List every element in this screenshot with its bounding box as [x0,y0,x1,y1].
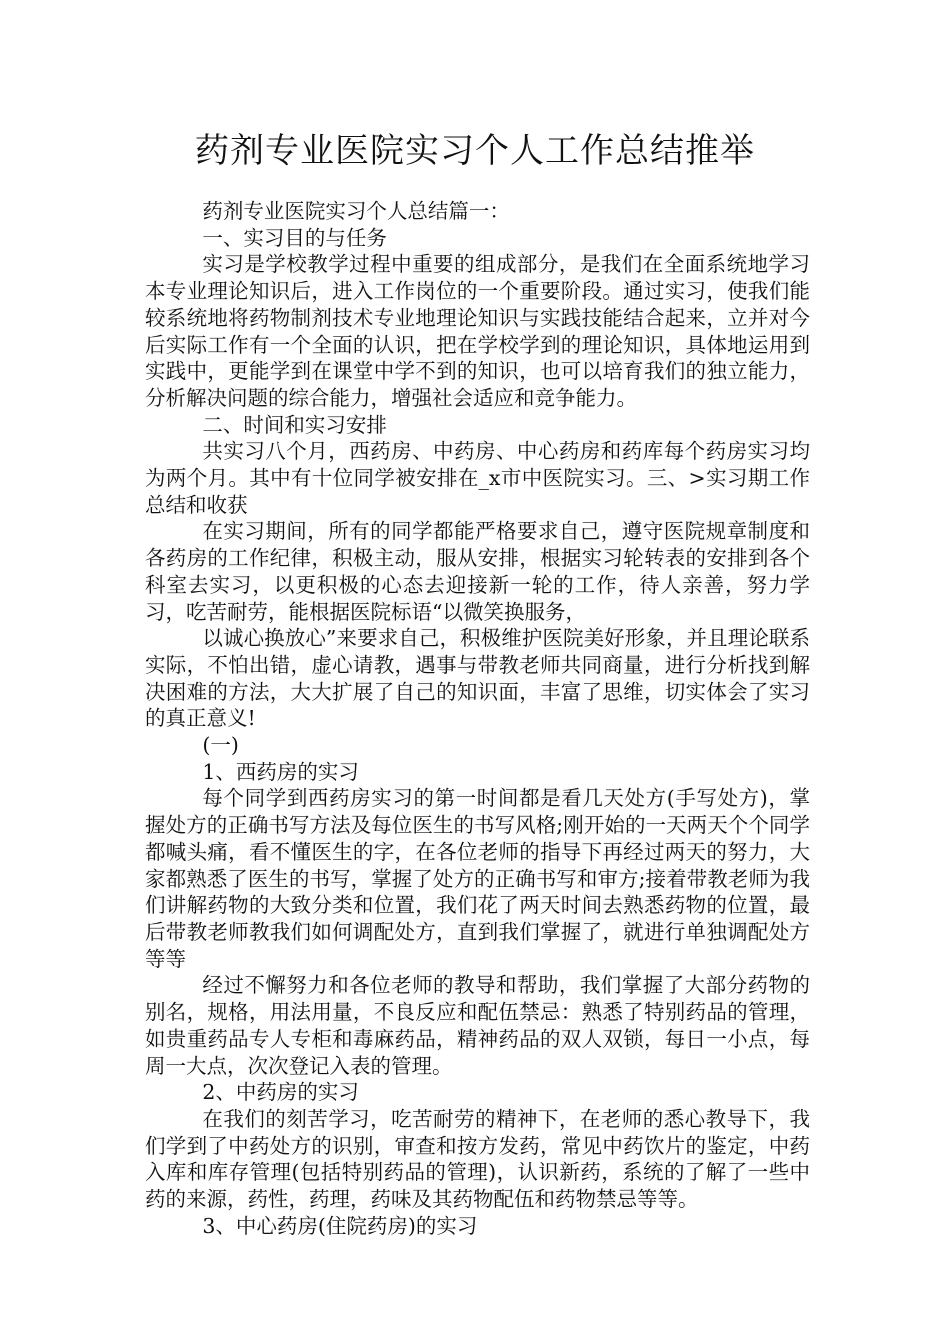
paragraph: 以诚心换放心”来要求自己，积极维护医院美好形象，并且理论联系实际，不怕出错，虚心请教，遇事与带教老师共同商量，进行分析找到解决困难的方法，大大扩展了自己的知识面，丰富了思维，切实体会了实习的真正意义! [145,626,810,731]
section-heading: (一) [202,733,239,758]
paragraph: 在我们的刻苦学习，吃苦耐劳的精神下，在老师的悉心教导下，我们学到了中药处方的识别，审查和按方发药，常见中药饮片的鉴定，中药入库和库存管理(包括特别药品的管理)，认识新药，系统的了解了一些中药的来源，药性，药理，药味及其药物配伍和药物禁忌等等。 [145,1106,810,1212]
paragraph: 每个同学到西药房实习的第一时间都是看几天处方(手写处方)，掌握处方的正确书写方法及每位医生的书写风格;刚开始的一天两天个个同学都喊头痛，看不懂医生的字，在各位老师的指导下再经过两天的努力，大家都熟悉了医生的书写，掌握了处方的正确书写和审方;接着带教老师为我们讲解药物的大致分类和位置，我们花了两天时间去熟悉药物的位置，最后带教老师教我们如何调配处方，直到我们掌握了，就进行单独调配处方等等 [145,786,810,971]
paragraph: 药剂专业医院实习个人总结篇一： [202,199,510,223]
section-heading: 二、时间和实习安排 [202,412,387,437]
section-heading: 一、实习目的与任务 [202,225,387,250]
section-heading: 3、中心药房(住院药房)的实习 [202,1213,478,1238]
paragraph: 实习是学校教学过程中重要的组成部分，是我们在全面系统地学习本专业理论知识后，进入工作岗位的一个重要阶段。通过实习，使我们能较系统地将药物制剂技术专业地理论知识与实践技能结合起来，立并对今后实际工作有一个全面的认识，把在学校学到的理论知识，具体地运用到实践中，更能学到在课堂中学不到的知识，也可以培育我们的独立能力，分析解决问题的综合能力，增强社会适应和竞争能力。 [145,252,810,410]
document-title: 药剂专业医院实习个人工作总结推举 [195,131,755,171]
document-body [145,198,810,1239]
paragraph: 经过不懈努力和各位老师的教导和帮助，我们掌握了大部分药物的别名，规格，用法用量，不良反应和配伍禁忌：熟悉了特别药品的管理，如贵重药品专人专柜和毒麻药品，精神药品的双人双锁，每日一小点，每周一大点，次次登记入表的管理。 [145,973,810,1078]
section-heading: 2、中药房的实习 [202,1080,359,1105]
paragraph: 在实习期间，所有的同学都能严格要求自己，遵守医院规章制度和各药房的工作纪律，积极主动，服从安排，根据实习轮转表的安排到各个科室去实习，以更积极的心态去迎接新一轮的工作，待人亲善，努力学习，吃苦耐劳，能根据医院标语“以微笑换服务， [145,519,810,624]
section-heading: 1、西药房的实习 [202,759,359,784]
paragraph: 共实习八个月，西药房、中药房、中心药房和药库每个药房实习均为两个月。其中有十位同学被安排在_x市中医院实习。三、>实习期工作总结和收获 [145,439,810,517]
